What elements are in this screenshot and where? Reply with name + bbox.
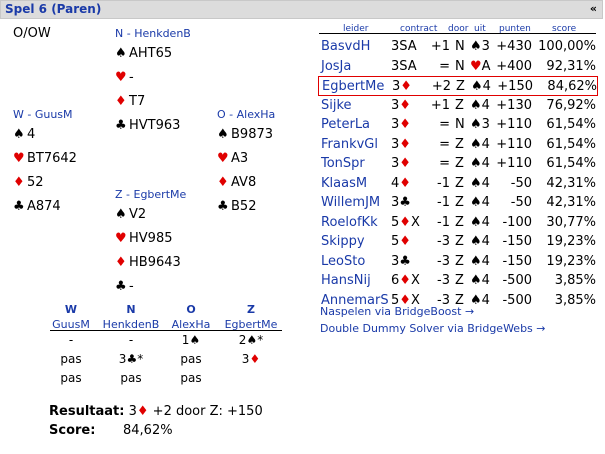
east-hearts: ♥ A3 (217, 147, 275, 171)
alert-mark: * (257, 333, 264, 347)
leader-link[interactable]: HansNij (321, 273, 371, 288)
title-bar (0, 0, 603, 19)
contract-cell: 6♦X (391, 273, 420, 288)
points: +110 (496, 117, 532, 132)
leader-link[interactable]: KlaasM (321, 175, 368, 191)
declarer: Z (455, 292, 464, 308)
overtricks: -1 (437, 195, 450, 210)
spade-icon: ♠ (470, 136, 482, 152)
north-hearts: ♥ - (115, 66, 191, 90)
bid-name-w: GuusM (52, 318, 90, 331)
col-header-uit: uit (474, 24, 486, 34)
bid-cell: pas (60, 352, 82, 366)
points: +150 (497, 79, 533, 94)
points: -100 (502, 214, 532, 230)
score-percent: 76,92% (546, 97, 596, 113)
opening-lead: ♠3 (470, 117, 490, 132)
points: -500 (502, 292, 532, 308)
spade-icon: ♠ (470, 234, 482, 249)
score-line (49, 423, 173, 438)
leader-link[interactable]: BasvdH (321, 39, 371, 54)
diamond-icon: ♦ (249, 352, 261, 366)
bid-cell: pas (180, 371, 202, 385)
collapse-icon[interactable]: « (589, 2, 597, 15)
north-hand (115, 27, 191, 138)
leader-link[interactable]: FrankvGl (321, 136, 378, 152)
declarer: Z (455, 214, 464, 230)
double-mark: X (410, 292, 420, 308)
spade-icon: ♠ (189, 333, 201, 347)
diamond-icon: ♦ (399, 292, 411, 308)
south-player-name: Z - EgbertMe (115, 188, 187, 201)
opening-lead: ♠4 (470, 253, 490, 269)
diamond-icon: ♦ (399, 273, 411, 288)
table-row[interactable] (318, 115, 598, 135)
result-contract-level: 3 (128, 404, 137, 419)
south-hand (115, 188, 186, 299)
contract-cell: 3♦ (391, 117, 411, 132)
table-row[interactable] (318, 154, 598, 174)
col-header-contract: contract (400, 24, 438, 34)
declarer: Z (455, 97, 464, 113)
spade-icon: ♠ (470, 253, 482, 269)
diamond-icon: ♦ (136, 404, 149, 419)
bid-cell: 3♦ (241, 352, 261, 366)
declarer: Z (456, 79, 465, 94)
spade-icon: ♠ (217, 127, 229, 142)
bid-name-o: AlexHa (171, 318, 211, 331)
diamond-icon: ♦ (115, 255, 127, 270)
diamond-icon: ♦ (13, 175, 25, 190)
leader-link[interactable]: PeterLa (321, 117, 371, 132)
opening-lead: ♠4 (470, 292, 490, 308)
spade-icon: ♠ (13, 127, 25, 142)
contract-cell: 3SA (391, 39, 417, 54)
opening-lead: ♠3 (470, 39, 490, 54)
diamond-icon: ♦ (399, 214, 411, 230)
opening-lead: ♠4 (470, 97, 490, 113)
overtricks: +1 (430, 39, 450, 54)
points: +110 (496, 136, 532, 152)
south-clubs: ♣ - (115, 275, 186, 299)
score-percent: 92,31% (546, 58, 596, 74)
declarer: Z (455, 156, 464, 171)
col-header-leider: leider (343, 24, 369, 34)
bid-cell: 1♠ (181, 333, 201, 347)
opening-lead: ♠4 (470, 195, 490, 210)
points: -150 (502, 253, 532, 269)
north-spades: ♠ AHT65 (115, 42, 191, 66)
score-percent: 42,31% (546, 195, 596, 210)
points: +400 (496, 58, 532, 74)
declarer: N (455, 117, 465, 132)
south-hearts: ♥ HV985 (115, 227, 186, 251)
leader-link[interactable]: WillemJM (321, 195, 381, 210)
bid-cell: pas (120, 371, 142, 385)
overtricks: -3 (437, 273, 450, 288)
score-percent: 30,77% (546, 214, 596, 230)
opening-lead: ♠4 (471, 79, 491, 94)
north-clubs: ♣ HVT963 (115, 114, 191, 138)
table-row[interactable] (318, 96, 598, 116)
diamond-icon: ♦ (115, 94, 127, 109)
club-icon: ♣ (399, 253, 411, 269)
spade-icon: ♠ (470, 156, 482, 171)
table-header-divider (319, 33, 596, 34)
bid-cell: 2♠* (238, 333, 264, 347)
declarer: N (455, 39, 465, 54)
points: +430 (496, 39, 532, 54)
declarer: Z (455, 195, 464, 210)
dds-link[interactable]: Double Dummy Solver via BridgeWebs → (320, 322, 546, 335)
page-title: Spel 6 (Paren) (5, 2, 102, 16)
east-clubs: ♣ B52 (217, 195, 275, 219)
west-hearts: ♥ BT7642 (13, 147, 77, 171)
table-row[interactable] (318, 252, 598, 272)
bid-header-w: W (64, 303, 78, 316)
spade-icon: ♠ (470, 292, 482, 308)
overtricks: -3 (437, 292, 450, 308)
overtricks: +2 (431, 79, 451, 94)
heart-icon: ♥ (13, 151, 25, 166)
opening-lead: ♥A (470, 58, 491, 74)
heart-icon: ♥ (470, 58, 482, 74)
spade-icon: ♠ (115, 207, 127, 222)
club-icon: ♣ (126, 352, 138, 366)
contract-cell: 3SA (391, 58, 417, 74)
col-header-door: door (448, 24, 469, 34)
contract-cell: 3♦ (391, 97, 411, 113)
contract-cell: 5♦ (391, 234, 411, 249)
overtricks: -1 (437, 214, 450, 230)
south-spades: ♠ V2 (115, 203, 186, 227)
leader-link[interactable]: LeoSto (321, 253, 366, 269)
table-row[interactable] (318, 76, 598, 96)
north-diamonds: ♦ T7 (115, 90, 191, 114)
spade-icon: ♠ (246, 333, 258, 347)
declarer: Z (455, 136, 464, 152)
table-row[interactable] (318, 271, 598, 291)
double-mark: X (410, 214, 420, 230)
declarer: N (455, 58, 465, 74)
score-percent: 19,23% (546, 234, 596, 249)
contract-cell: 5♦X (391, 214, 420, 230)
overtricks: -1 (437, 175, 450, 191)
bid-cell: - (68, 333, 74, 347)
overtricks: +1 (430, 97, 450, 113)
west-hand (13, 108, 77, 219)
col-header-punten: punten (499, 24, 531, 34)
contract-cell: 3♦ (392, 79, 412, 94)
result-label: Resultaat: (49, 404, 125, 419)
diamond-icon: ♦ (400, 79, 412, 94)
opening-lead: ♠4 (470, 136, 490, 152)
opening-lead: ♠4 (470, 273, 490, 288)
bid-cell: - (128, 333, 134, 347)
declarer: Z (455, 234, 464, 249)
diamond-icon: ♦ (217, 175, 229, 190)
score-percent: 61,54% (546, 136, 596, 152)
table-row[interactable] (318, 213, 598, 233)
table-row[interactable] (318, 193, 598, 213)
heart-icon: ♥ (217, 151, 229, 166)
bid-name-z: EgbertMe (224, 318, 278, 331)
table-row[interactable] (318, 174, 598, 194)
overtricks: = (439, 58, 450, 74)
leader-link[interactable]: EgbertMe (322, 79, 385, 94)
bid-name-n: HenkdenB (102, 318, 160, 331)
overtricks: = (439, 136, 450, 152)
east-spades: ♠ B9873 (217, 123, 275, 147)
spade-icon: ♠ (470, 117, 482, 132)
bidding-divider (50, 330, 282, 331)
points: -500 (502, 273, 532, 288)
table-row[interactable] (318, 232, 598, 252)
score-percent: 19,23% (546, 253, 596, 269)
spade-icon: ♠ (470, 214, 482, 230)
declarer: Z (455, 253, 464, 269)
bid-header-o: O (186, 303, 196, 316)
score-percent: 3,85% (554, 273, 596, 288)
leader-link[interactable]: RoelofKk (321, 214, 378, 230)
points: -50 (510, 195, 532, 210)
score-percent: 61,54% (546, 156, 596, 171)
table-row[interactable] (318, 37, 598, 57)
contract-cell: 3♣ (391, 253, 411, 269)
score-percent: 61,54% (546, 117, 596, 132)
overtricks: = (439, 156, 450, 171)
points: +110 (496, 156, 532, 171)
west-diamonds: ♦ 52 (13, 171, 77, 195)
score-percent: 42,31% (546, 175, 596, 191)
double-mark: X (410, 273, 420, 288)
contract-cell: 3♣ (391, 195, 411, 210)
table-row[interactable] (318, 57, 598, 77)
table-row[interactable] (318, 135, 598, 155)
club-icon: ♣ (115, 118, 127, 133)
bridgeboost-link[interactable]: Naspelen via BridgeBoost → (320, 305, 475, 318)
opening-lead: ♠4 (470, 156, 490, 171)
opening-lead: ♠4 (470, 214, 490, 230)
result-line (49, 404, 263, 419)
points: -150 (502, 234, 532, 249)
spade-icon: ♠ (470, 97, 482, 113)
contract-cell: 5♦X (391, 292, 420, 308)
leader-link[interactable]: JosJa (321, 58, 352, 74)
east-diamonds: ♦ AV8 (217, 171, 275, 195)
contract-cell: 3♦ (391, 136, 411, 152)
club-icon: ♣ (399, 195, 411, 210)
diamond-icon: ♦ (399, 156, 411, 171)
diamond-icon: ♦ (399, 117, 411, 132)
leader-link[interactable]: Skippy (321, 234, 365, 249)
spade-icon: ♠ (470, 273, 482, 288)
declarer: Z (455, 273, 464, 288)
diamond-icon: ♦ (399, 136, 411, 152)
points: +130 (496, 97, 532, 113)
diamond-icon: ♦ (399, 175, 411, 191)
score-percent: 3,85% (554, 292, 596, 308)
bid-cell: 3♣* (118, 352, 144, 366)
leader-link[interactable]: TonSpr (321, 156, 365, 171)
east-player-name: O - AlexHa (217, 108, 276, 121)
score-percent: 84,62% (547, 79, 597, 94)
col-header-score: score (552, 24, 577, 34)
diamond-icon: ♦ (399, 97, 411, 113)
bid-cell: pas (180, 352, 202, 366)
score-value: 84,62% (123, 423, 173, 438)
diamond-icon: ♦ (399, 234, 411, 249)
declarer: Z (455, 175, 464, 191)
spade-icon: ♠ (471, 79, 483, 94)
result-details: +2 door Z: +150 (152, 404, 263, 419)
spade-icon: ♠ (470, 39, 482, 54)
bid-header-n: N (126, 303, 136, 316)
bid-cell: pas (60, 371, 82, 385)
heart-icon: ♥ (115, 231, 127, 246)
south-diamonds: ♦ HB9643 (115, 251, 186, 275)
club-icon: ♣ (13, 199, 25, 214)
leader-link[interactable]: AnnemarS (321, 292, 389, 308)
spade-icon: ♠ (470, 175, 482, 191)
contract-cell: 4♦ (391, 175, 411, 191)
east-hand (217, 108, 275, 219)
score-percent: 100,00% (538, 39, 596, 54)
club-icon: ♣ (115, 279, 127, 294)
west-spades: ♠ 4 (13, 123, 77, 147)
opening-lead: ♠4 (470, 234, 490, 249)
north-player-name: N - HenkdenB (115, 27, 191, 40)
alert-mark: * (137, 352, 144, 366)
overtricks: -3 (437, 234, 450, 249)
bid-header-z: Z (247, 303, 255, 316)
overtricks: -3 (437, 253, 450, 269)
spade-icon: ♠ (470, 195, 482, 210)
opening-lead: ♠4 (470, 175, 490, 191)
heart-icon: ♥ (115, 70, 127, 85)
points: -50 (510, 175, 532, 191)
spade-icon: ♠ (115, 46, 127, 61)
leader-link[interactable]: Sijke (321, 97, 352, 113)
west-player-name: W - GuusM (13, 108, 73, 121)
contract-cell: 3♦ (391, 156, 411, 171)
overtricks: = (439, 117, 450, 132)
west-clubs: ♣ A874 (13, 195, 77, 219)
score-label: Score: (49, 423, 96, 438)
club-icon: ♣ (217, 199, 229, 214)
dealer-vulnerability: O/OW (13, 26, 51, 41)
